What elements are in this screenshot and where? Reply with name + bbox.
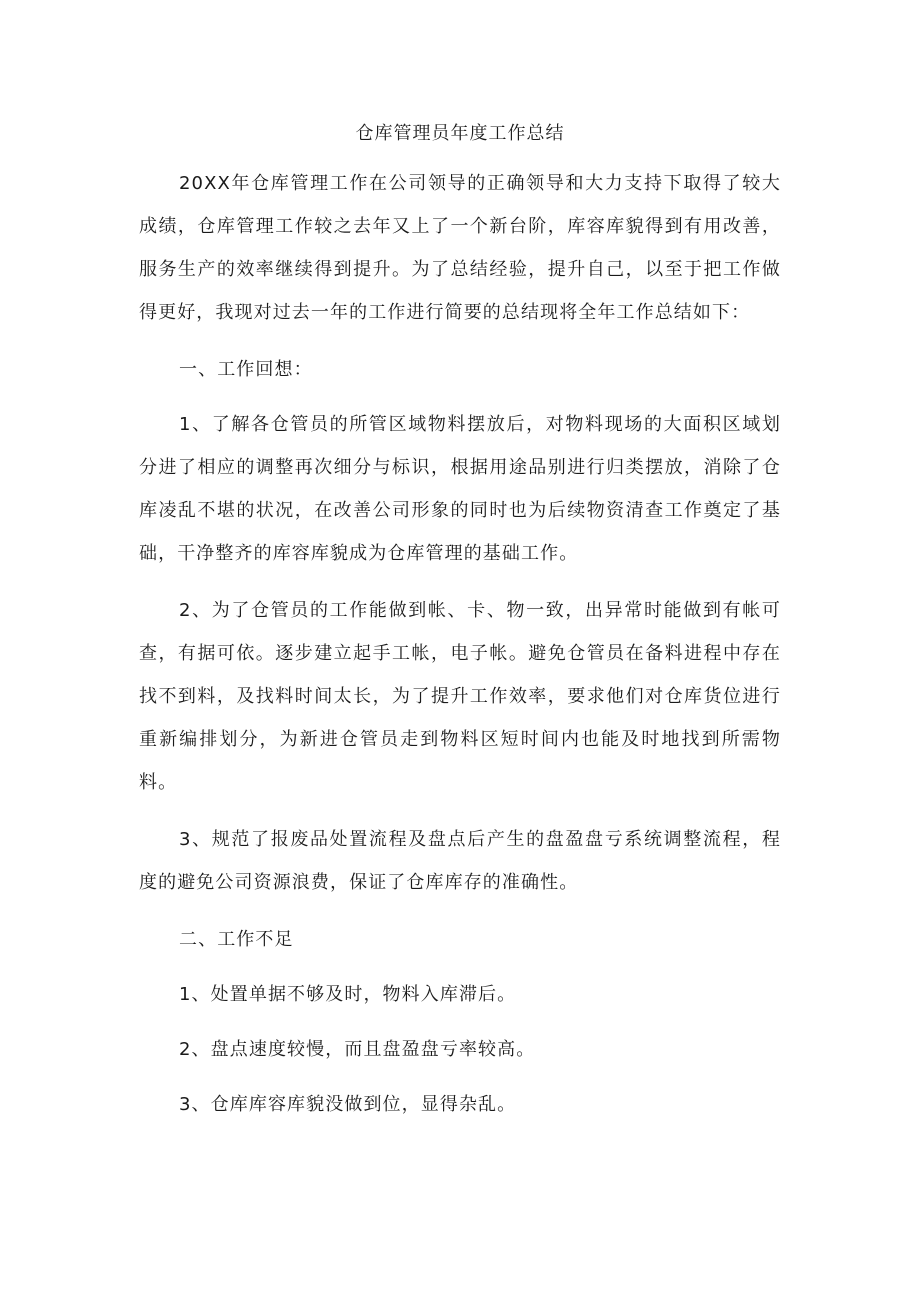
paragraph-intro: 20XX年仓库管理工作在公司领导的正确领导和大力支持下取得了较大成绩，仓库管理工作较之去年又上了一个新台阶，库容库貌得到有用改善，服务生产的效率继续得到提升。为了总结经验，提升自己，以至于把工作做得更好，我现对过去一年的工作进行简要的总结现将全年工作总结如下：	[139, 173, 781, 323]
section-heading-review: 一、工作回想：	[179, 359, 313, 380]
document-title: 仓库管理员年度工作总结	[355, 123, 565, 144]
paragraph-shortcoming-2: 2、盘点速度较慢，而且盘盈盘亏率较高。	[179, 1039, 536, 1060]
section-heading-shortcomings: 二、工作不足	[179, 929, 294, 950]
paragraph-shortcoming-1: 1、处置单据不够及时，物料入库滞后。	[179, 984, 517, 1005]
paragraph-review-1: 1、了解各仓管员的所管区域物料摆放后，对物料现场的大面积区域划分进了相应的调整再次细分与标识，根据用途品别进行归类摆放，消除了仓库凌乱不堪的状况，在改善公司形象的同时也为后续物资清查工作奠定了基础，干净整齐的库容库貌成为仓库管理的基础工作。	[139, 414, 781, 564]
paragraph-shortcoming-3: 3、仓库库容库貌没做到位，显得杂乱。	[179, 1094, 517, 1115]
document-body	[139, 162, 781, 1138]
paragraph-review-3: 3、规范了报废品处置流程及盘点后产生的盘盈盘亏系统调整流程，程度的避免公司资源浪费，保证了仓库库存的准确性。	[139, 829, 781, 893]
paragraph-review-2: 2、为了仓管员的工作能做到帐、卡、物一致，出异常时能做到有帐可查，有据可依。逐步建立起手工帐，电子帐。避免仓管员在备料进程中存在找不到料，及找料时间太长，为了提升工作效率，要求他们对仓库货位进行重新编排划分，为新进仓管员走到物料区短时间内也能及时地找到所需物料。	[139, 600, 781, 793]
